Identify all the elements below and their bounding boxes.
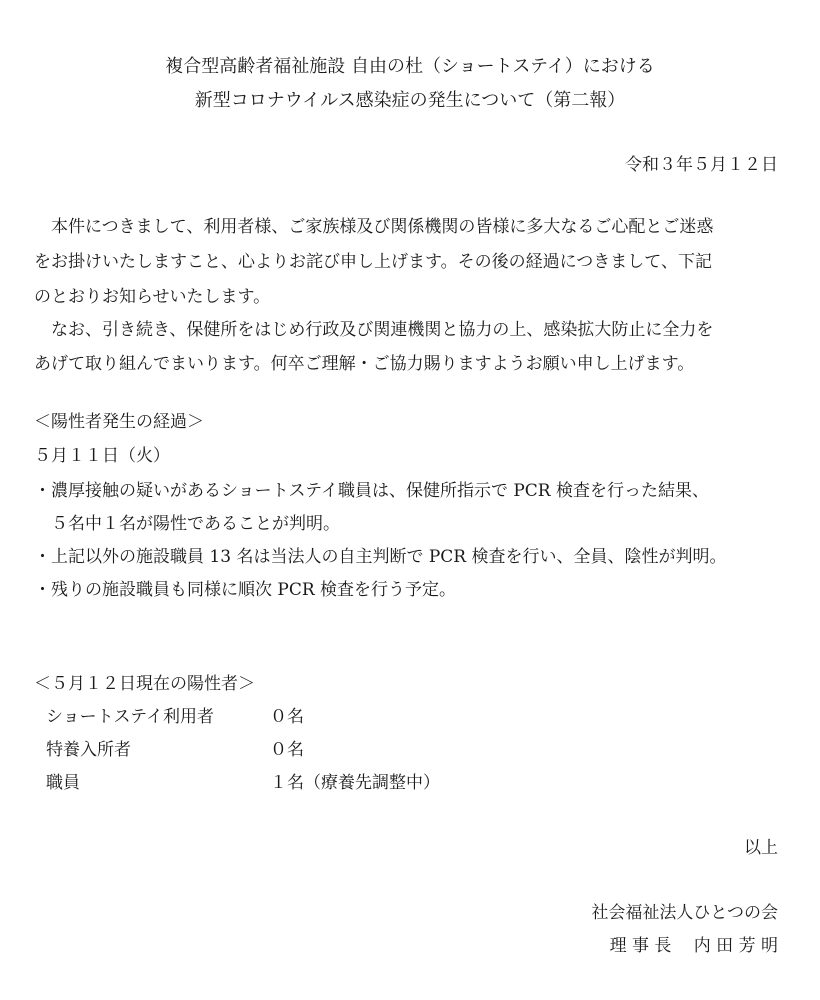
paragraph-1-line-3: のとおりお知らせいたします。 <box>34 287 271 307</box>
title-line-2: 新型コロナウイルス感染症の発生について（第二報） <box>194 90 626 111</box>
closing-mark: 以上 <box>744 838 778 858</box>
current-row-label: ショートステイ利用者 <box>46 707 214 727</box>
progress-heading: ＜陽性者発生の経過＞ <box>34 412 204 432</box>
paragraph-2-line-2: あげて取り組んでまいります。何卒ご理解・ご協力賜りますようお願い申し上げます。 <box>34 354 695 374</box>
document-date: 令和３年５月１２日 <box>625 155 778 175</box>
current-row-label: 職員 <box>46 773 80 793</box>
progress-bullet-1-line-1: ・濃厚接触の疑いがあるショートステイ職員は、保健所指示で PCR 検査を行った結果、 <box>34 481 710 501</box>
paragraph-1-line-2: をお掛けいたしますこと、心よりお詫び申し上げます。その後の経過につきまして、下記 <box>34 252 712 272</box>
paragraph-1-line-1: 本件につきまして、利用者様、ご家族様及び関係機関の皆様に多大なるご心配とご迷惑 <box>34 217 714 237</box>
current-row-value: １名（療養先調整中） <box>270 773 440 793</box>
paragraph-2-line-1: なお、引き続き、保健所をはじめ行政及び関連機関と協力の上、感染拡大防止に全力を <box>34 320 714 340</box>
progress-bullet-2: ・上記以外の施設職員 13 名は当法人の自主判断で PCR 検査を行い、全員、陰性が判明。 <box>34 547 727 567</box>
current-heading: ＜５月１２日現在の陽性者＞ <box>34 674 255 694</box>
signature-name: 理 事 長 内 田 芳 明 <box>609 936 778 956</box>
progress-day: ５月１１日（火） <box>34 446 170 466</box>
current-row-value: ０名 <box>270 740 304 760</box>
progress-bullet-3: ・残りの施設職員も同様に順次 PCR 検査を行う予定。 <box>34 580 457 600</box>
signature-organization: 社会福祉法人ひとつの会 <box>591 903 778 923</box>
title-line-1: 複合型高齢者福祉施設 自由の杜（ショートステイ）における <box>165 56 655 77</box>
current-row-label: 特養入所者 <box>46 740 131 760</box>
current-row-value: ０名 <box>270 707 304 727</box>
progress-bullet-1-line-2: ５名中１名が陽性であることが判明。 <box>34 514 340 534</box>
